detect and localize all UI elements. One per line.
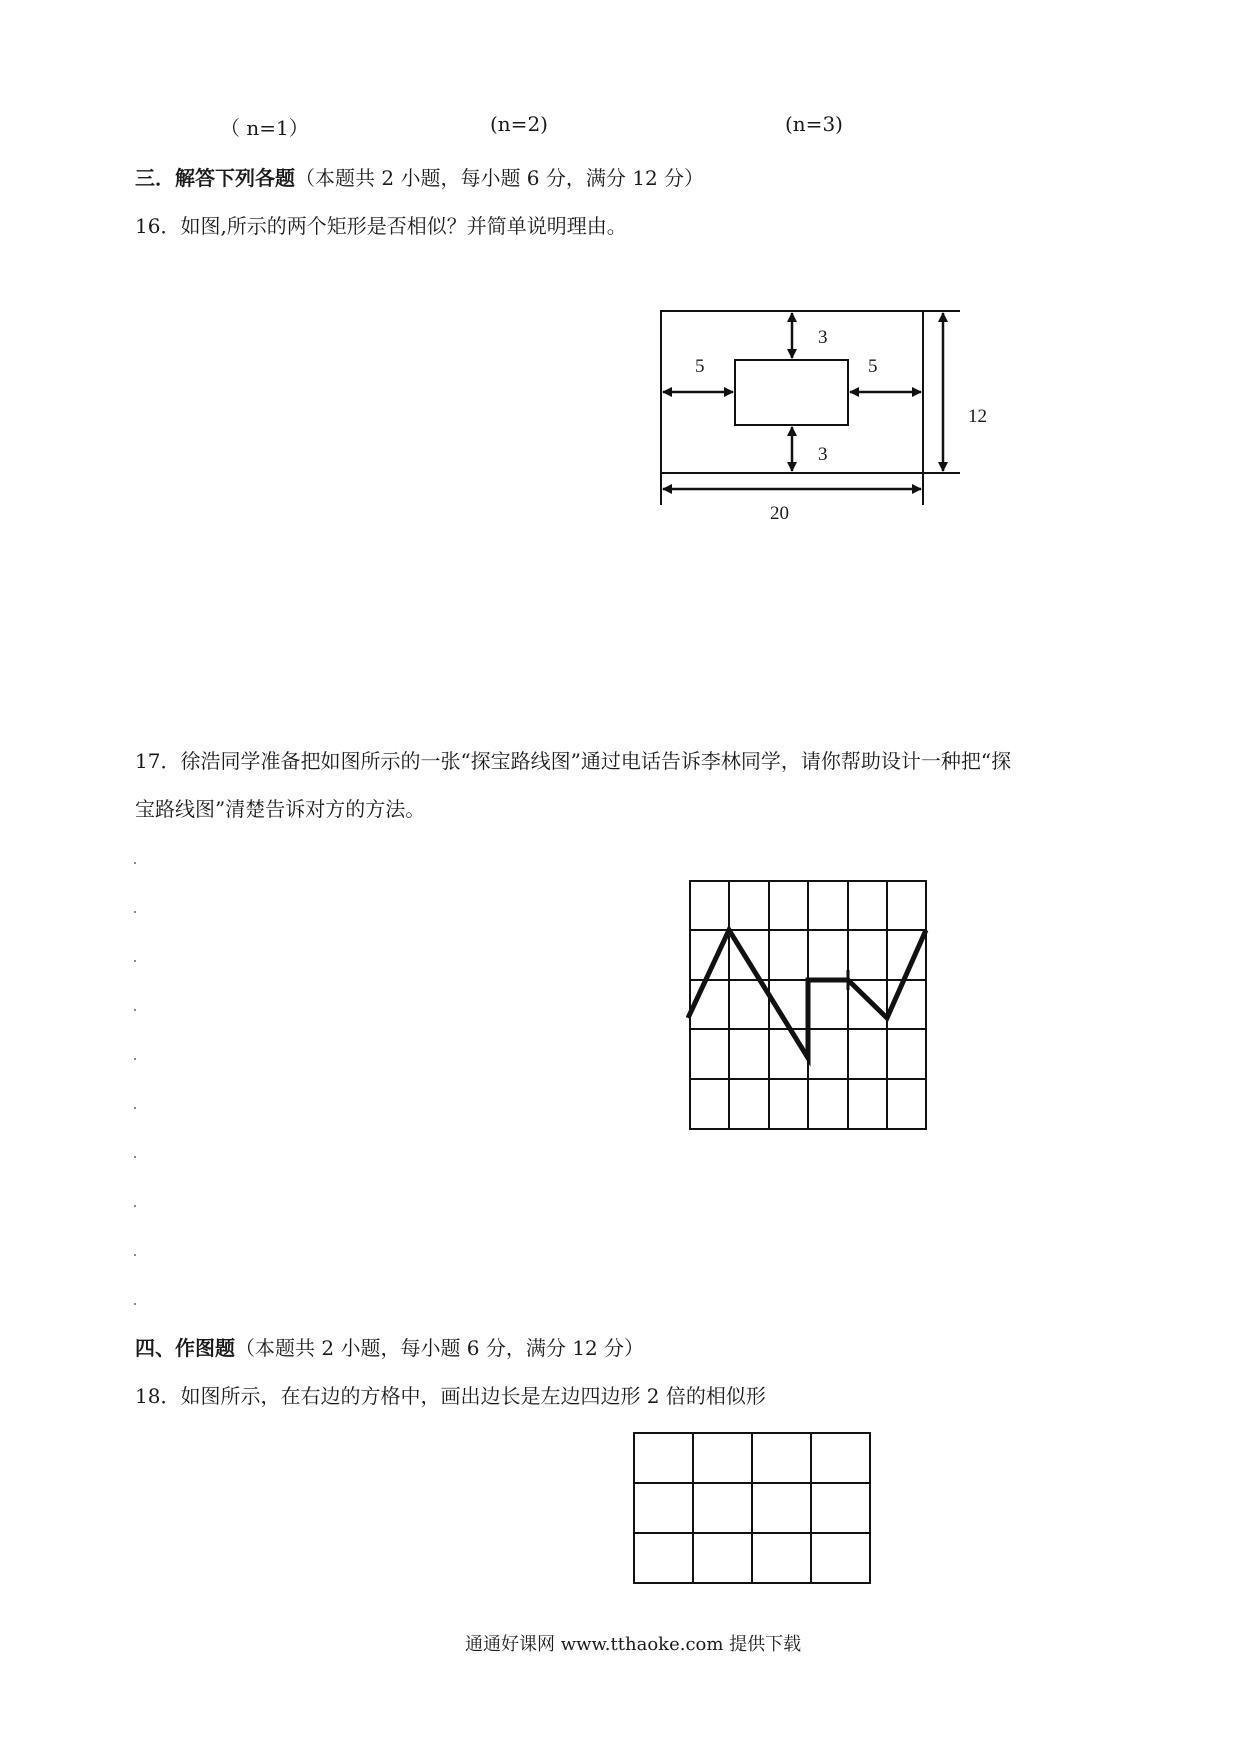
- label-height: 12: [968, 406, 987, 427]
- label-n1: （ n=1）: [220, 116, 309, 140]
- question-17-line1: 17．徐浩同学准备把如图所示的一张“探宝路线图”通过电话告诉李林同学，请你帮助设计一种把“探: [135, 749, 1012, 773]
- question-17-line2: 宝路线图”清楚告诉对方的方法。: [135, 797, 426, 821]
- label-n3: (n=3): [785, 112, 843, 136]
- section4-note: （本题共 2 小题，每小题 6 分，满分 12 分）: [235, 1336, 645, 1360]
- label-n2: (n=2): [490, 112, 548, 136]
- label-left-gap: 5: [695, 356, 705, 377]
- question-16: 16．如图,所示的两个矩形是否相似？并简单说明理由。: [135, 214, 627, 238]
- label-right-gap: 5: [868, 356, 878, 377]
- section3-note: （本题共 2 小题，每小题 6 分，满分 12 分）: [295, 166, 705, 190]
- label-width: 20: [770, 503, 789, 524]
- footer: 通通好课网 www.tthaoke.com 提供下载: [465, 1634, 802, 1655]
- question-18: 18．如图所示，在右边的方格中，画出边长是左边四边形 2 倍的相似形: [135, 1384, 766, 1408]
- section3-title: 三．解答下列各题: [135, 166, 295, 190]
- label-top-gap: 3: [818, 327, 828, 348]
- section4-title: 四、作图题: [135, 1336, 235, 1360]
- label-bottom-gap: 3: [818, 444, 828, 465]
